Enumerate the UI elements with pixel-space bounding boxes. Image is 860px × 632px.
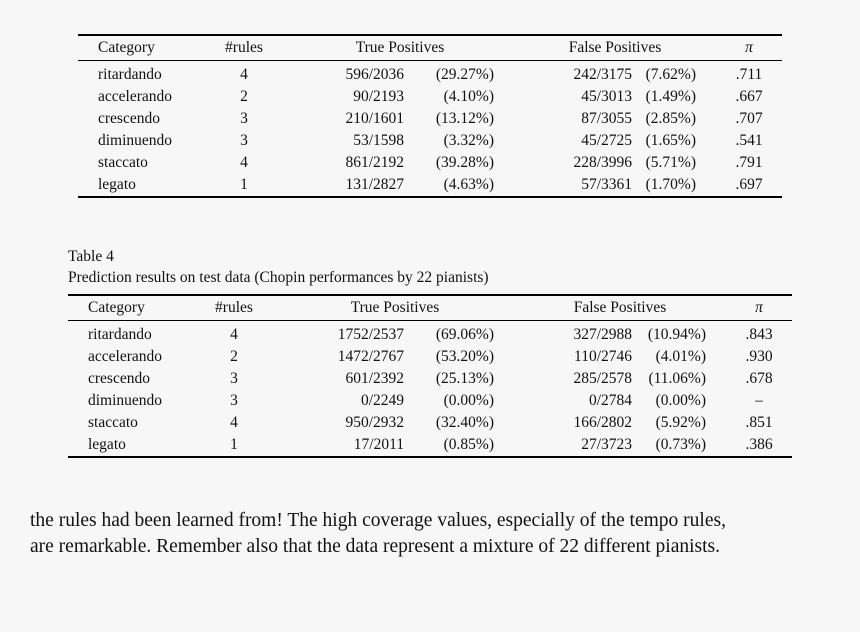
cell-true-positives: 950/2932 (345, 414, 404, 431)
cell-true-positives: 1752/2537 (337, 326, 404, 343)
cell-category: diminuendo (88, 392, 163, 409)
table-row (68, 434, 792, 457)
cell-true-positives: 596/2036 (345, 66, 404, 83)
cell-false-positives: 87/3055 (581, 110, 632, 127)
table-label: Table 4 (68, 248, 114, 265)
table-row (78, 174, 782, 197)
cell-category: accelerando (88, 348, 162, 365)
table-row (78, 130, 782, 152)
cell-true-positives-pct: (69.06%) (435, 326, 494, 343)
cell-false-positives: 27/3723 (581, 436, 632, 453)
table-row (68, 368, 792, 390)
col-header-category: Category (98, 39, 155, 56)
col-header-false-positives: False Positives (573, 299, 667, 316)
cell-true-positives: 17/2011 (353, 436, 404, 453)
cell-false-positives: 45/3013 (581, 88, 632, 105)
cell-true-positives: 210/1601 (345, 110, 404, 127)
table-row (68, 321, 792, 347)
cell-true-positives: 0/2249 (360, 392, 404, 409)
cell-pi: .678 (745, 370, 773, 387)
cell-false-positives-pct: (2.85%) (645, 110, 696, 127)
cell-rules: 1 (230, 436, 238, 453)
cell-rules: 2 (230, 348, 238, 365)
cell-false-positives-pct: (5.71%) (645, 154, 696, 171)
cell-category: ritardando (88, 326, 152, 343)
table-row (68, 346, 792, 368)
table-row (68, 390, 792, 412)
cell-false-positives-pct: (4.01%) (655, 348, 706, 365)
cell-pi: .667 (735, 88, 763, 105)
results-table-1 (78, 34, 782, 198)
cell-category: diminuendo (98, 132, 173, 149)
cell-pi: – (755, 392, 763, 409)
cell-category: accelerando (98, 88, 172, 105)
cell-false-positives-pct: (10.94%) (647, 326, 706, 343)
table-row (68, 412, 792, 434)
table-header-row (68, 295, 792, 321)
cell-false-positives: 110/2746 (574, 348, 632, 365)
cell-false-positives: 228/3996 (573, 154, 632, 171)
cell-rules: 3 (230, 370, 238, 387)
col-header-rules: #rules (225, 39, 263, 56)
table-header-row (78, 35, 782, 61)
cell-true-positives-pct: (53.20%) (435, 348, 494, 365)
cell-false-positives-pct: (7.62%) (645, 66, 696, 83)
cell-true-positives-pct: (0.85%) (443, 436, 494, 453)
cell-false-positives: 327/2988 (573, 326, 632, 343)
cell-pi: .707 (735, 110, 763, 127)
cell-pi: .791 (735, 154, 763, 171)
cell-true-positives-pct: (3.32%) (443, 132, 494, 149)
cell-true-positives: 1472/2767 (337, 348, 404, 365)
cell-false-positives-pct: (11.06%) (648, 370, 706, 387)
cell-rules: 3 (230, 392, 238, 409)
cell-true-positives: 131/2827 (345, 176, 404, 193)
cell-true-positives-pct: (13.12%) (435, 110, 494, 127)
col-header-category: Category (88, 299, 145, 316)
cell-false-positives: 242/3175 (573, 66, 632, 83)
paragraph-line: the rules had been learned from! The high coverage values, especially of the tempo rules, (30, 510, 726, 531)
cell-false-positives-pct: (0.00%) (655, 392, 706, 409)
table-row (78, 108, 782, 130)
cell-category: staccato (98, 154, 148, 171)
cell-category: staccato (88, 414, 138, 431)
cell-category: legato (88, 436, 126, 453)
cell-pi: .711 (735, 66, 763, 83)
cell-true-positives-pct: (4.10%) (443, 88, 494, 105)
cell-true-positives-pct: (25.13%) (435, 370, 494, 387)
cell-false-positives: 166/2802 (573, 414, 632, 431)
cell-true-positives: 861/2192 (345, 154, 404, 171)
cell-category: legato (98, 176, 136, 193)
cell-true-positives-pct: (29.27%) (435, 66, 494, 83)
col-header-true-positives: True Positives (350, 299, 440, 316)
cell-rules: 4 (230, 326, 238, 343)
cell-true-positives-pct: (32.40%) (435, 414, 494, 431)
cell-false-positives-pct: (5.92%) (655, 414, 706, 431)
cell-rules: 3 (240, 132, 248, 149)
cell-false-positives-pct: (1.70%) (645, 176, 696, 193)
cell-false-positives-pct: (0.73%) (655, 436, 706, 453)
cell-rules: 4 (240, 154, 248, 171)
cell-true-positives: 90/2193 (353, 88, 404, 105)
table-training-results (78, 34, 782, 198)
cell-category: ritardando (98, 66, 162, 83)
col-header-true-positives: True Positives (355, 39, 445, 56)
cell-category: crescendo (98, 110, 160, 127)
cell-true-positives-pct: (4.63%) (443, 176, 494, 193)
cell-pi: .851 (745, 414, 773, 431)
cell-false-positives: 45/2725 (581, 132, 632, 149)
cell-rules: 4 (240, 66, 248, 83)
cell-true-positives: 601/2392 (345, 370, 404, 387)
cell-pi: .386 (745, 436, 773, 453)
cell-false-positives: 57/3361 (581, 176, 632, 193)
cell-true-positives: 53/1598 (353, 132, 404, 149)
cell-false-positives: 285/2578 (573, 370, 632, 387)
cell-false-positives-pct: (1.49%) (645, 88, 696, 105)
results-table-4 (68, 294, 792, 458)
cell-category: crescendo (88, 370, 150, 387)
table-row (78, 86, 782, 108)
cell-true-positives-pct: (0.00%) (443, 392, 494, 409)
col-header-pi: π (745, 39, 753, 56)
col-header-false-positives: False Positives (568, 39, 662, 56)
col-header-pi: π (755, 299, 763, 316)
cell-rules: 3 (240, 110, 248, 127)
table-row (78, 152, 782, 174)
cell-true-positives-pct: (39.28%) (435, 154, 494, 171)
cell-pi: .541 (735, 132, 763, 149)
col-header-rules: #rules (215, 299, 253, 316)
table-caption: Prediction results on test data (Chopin performances by 22 pianists) (68, 269, 489, 286)
paragraph-line: are remarkable. Remember also that the data represent a mixture of 22 different pianists. (30, 536, 720, 557)
cell-pi: .930 (745, 348, 773, 365)
cell-rules: 1 (240, 176, 248, 193)
table-row (78, 61, 782, 87)
cell-pi: .843 (745, 326, 773, 343)
body-paragraph (30, 508, 840, 560)
cell-false-positives-pct: (1.65%) (645, 132, 696, 149)
cell-rules: 2 (240, 88, 248, 105)
table-test-results (68, 294, 792, 458)
cell-rules: 4 (230, 414, 238, 431)
cell-pi: .697 (735, 176, 763, 193)
cell-false-positives: 0/2784 (588, 392, 632, 409)
